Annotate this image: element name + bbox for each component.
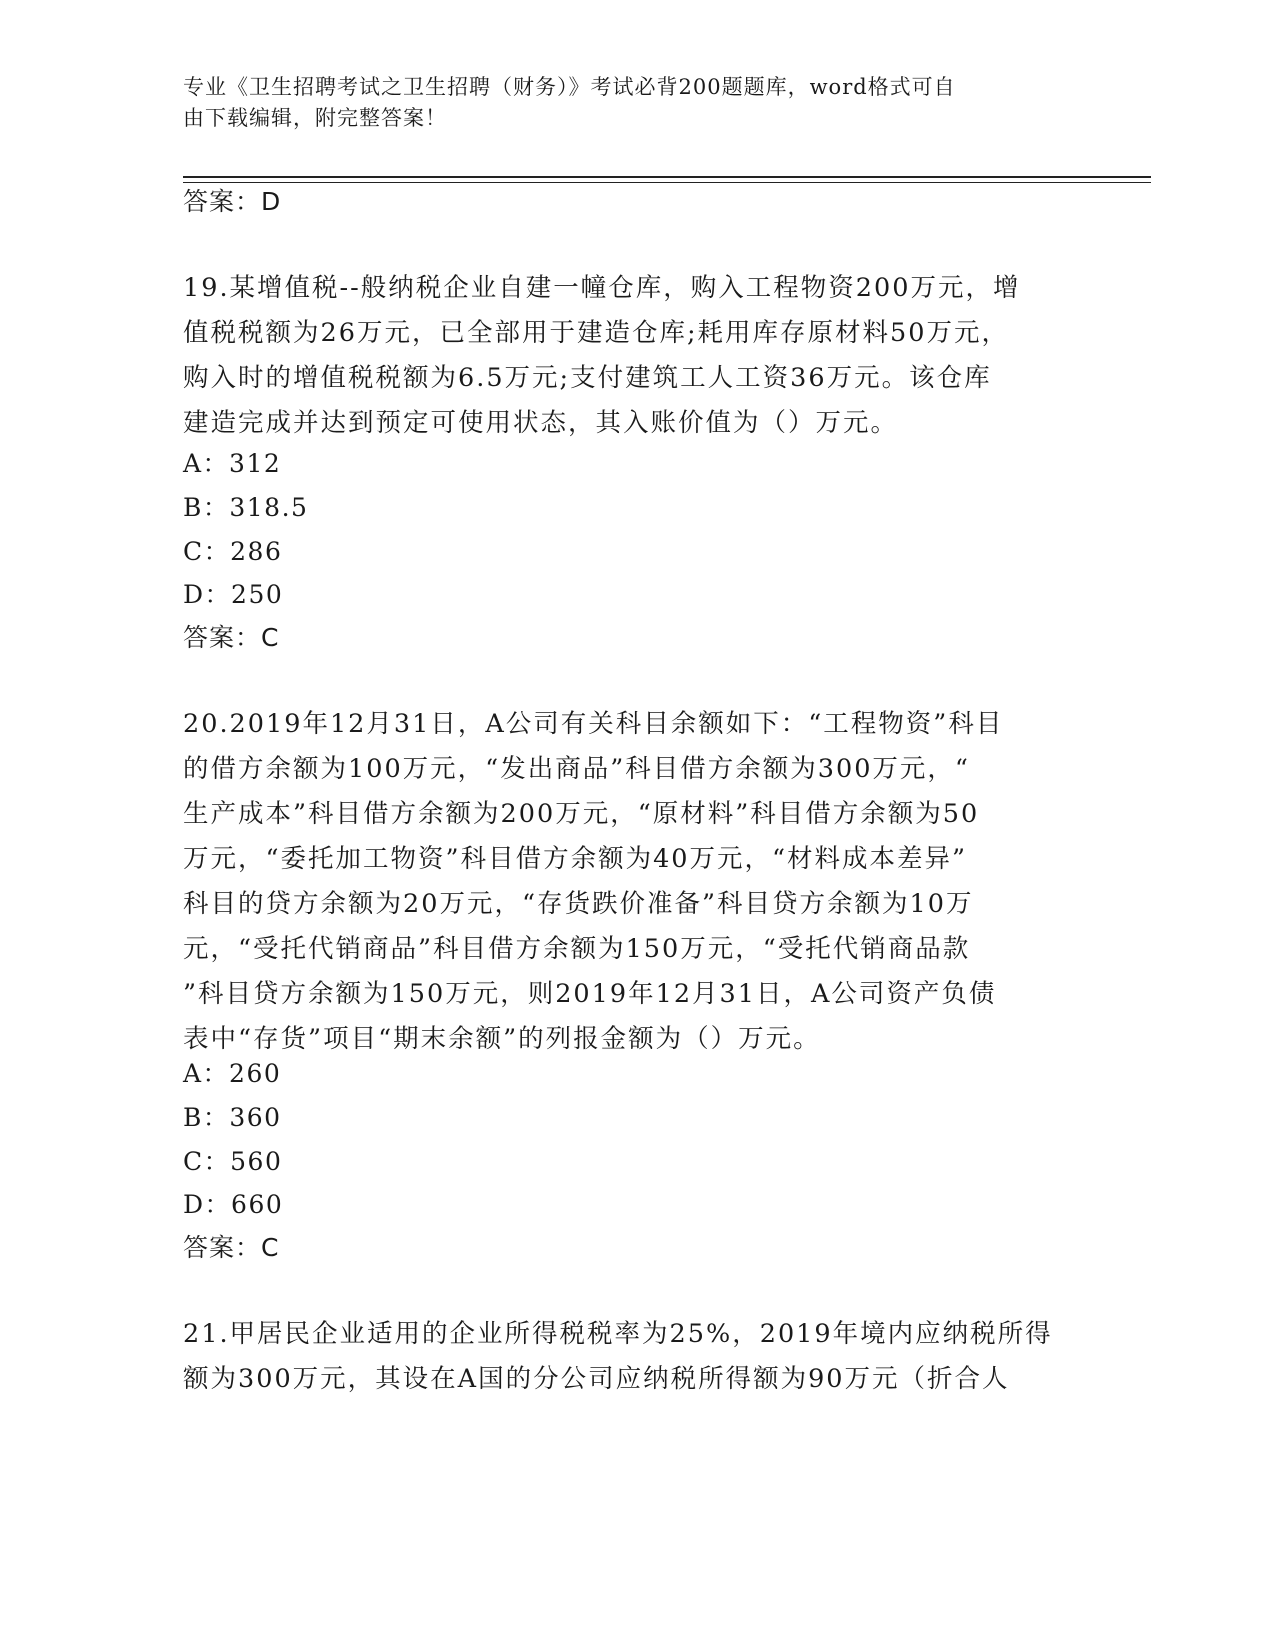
header-divider-thin — [183, 182, 1151, 183]
header-line-2: 由下载编辑，附完整答案！ — [183, 106, 447, 130]
question-20-answer: 答案：C — [183, 1233, 280, 1262]
question-20-line-2: 的借方余额为100万元，“发出商品”科目借方余额为300万元，“ — [183, 754, 970, 784]
question-20-option-b: B：360 — [183, 1103, 282, 1132]
question-20-line-8: 表中“存货”项目“期末余额”的列报金额为（）万元。 — [183, 1024, 821, 1054]
question-19-answer: 答案：C — [183, 623, 280, 652]
question-19-stem — [183, 266, 1063, 446]
question-20-option-d: D：660 — [183, 1190, 284, 1219]
question-19-line-2: 值税税额为26万元，已全部用于建造仓库;耗用库存原材料50万元， — [183, 318, 1009, 348]
question-19-option-d: D：250 — [183, 580, 284, 609]
question-21-stem — [183, 1312, 1063, 1402]
answer-previous: 答案：D — [183, 187, 282, 216]
question-19-line-1: 19.某增值税--般纳税企业自建一幢仓库，购入工程物资200万元，增 — [183, 273, 1021, 303]
question-20-option-c: C：560 — [183, 1147, 283, 1176]
question-21-line-1: 21.甲居民企业适用的企业所得税税率为25%，2019年境内应纳税所得 — [183, 1319, 1053, 1349]
question-20-line-3: 生产成本”科目借方余额为200万元，“原材料”科目借方余额为50 — [183, 799, 980, 829]
question-20-line-7: ”科目贷方余额为150万元，则2019年12月31日，A公司资产负债 — [183, 979, 997, 1009]
header-divider-thick — [183, 176, 1151, 178]
question-19-option-b: B：318.5 — [183, 493, 309, 522]
question-20-stem — [183, 702, 1063, 1062]
question-20-option-a: A：260 — [183, 1059, 282, 1088]
document-header — [183, 72, 1043, 134]
question-20-line-6: 元，“受托代销商品”科目借方余额为150万元，“受托代销商品款 — [183, 934, 971, 964]
question-21-line-2: 额为300万元，其设在A国的分公司应纳税所得额为90万元（折合人 — [183, 1364, 1010, 1394]
question-19-line-4: 建造完成并达到预定可使用状态，其入账价值为（）万元。 — [183, 408, 899, 438]
question-20-line-5: 科目的贷方余额为20万元，“存货跌价准备”科目贷方余额为10万 — [183, 889, 974, 919]
header-line-1: 专业《卫生招聘考试之卫生招聘（财务）》考试必背200题题库，word格式可自 — [183, 75, 956, 99]
question-20-line-1: 20.2019年12月31日，A公司有关科目余额如下：“工程物资”科目 — [183, 709, 1004, 739]
question-19-option-a: A：312 — [183, 449, 282, 478]
question-19-option-c: C：286 — [183, 537, 283, 566]
question-19-line-3: 购入时的增值税税额为6.5万元;支付建筑工人工资36万元。该仓库 — [183, 363, 992, 393]
question-20-line-4: 万元，“委托加工物资”科目借方余额为40万元，“材料成本差异” — [183, 844, 968, 874]
